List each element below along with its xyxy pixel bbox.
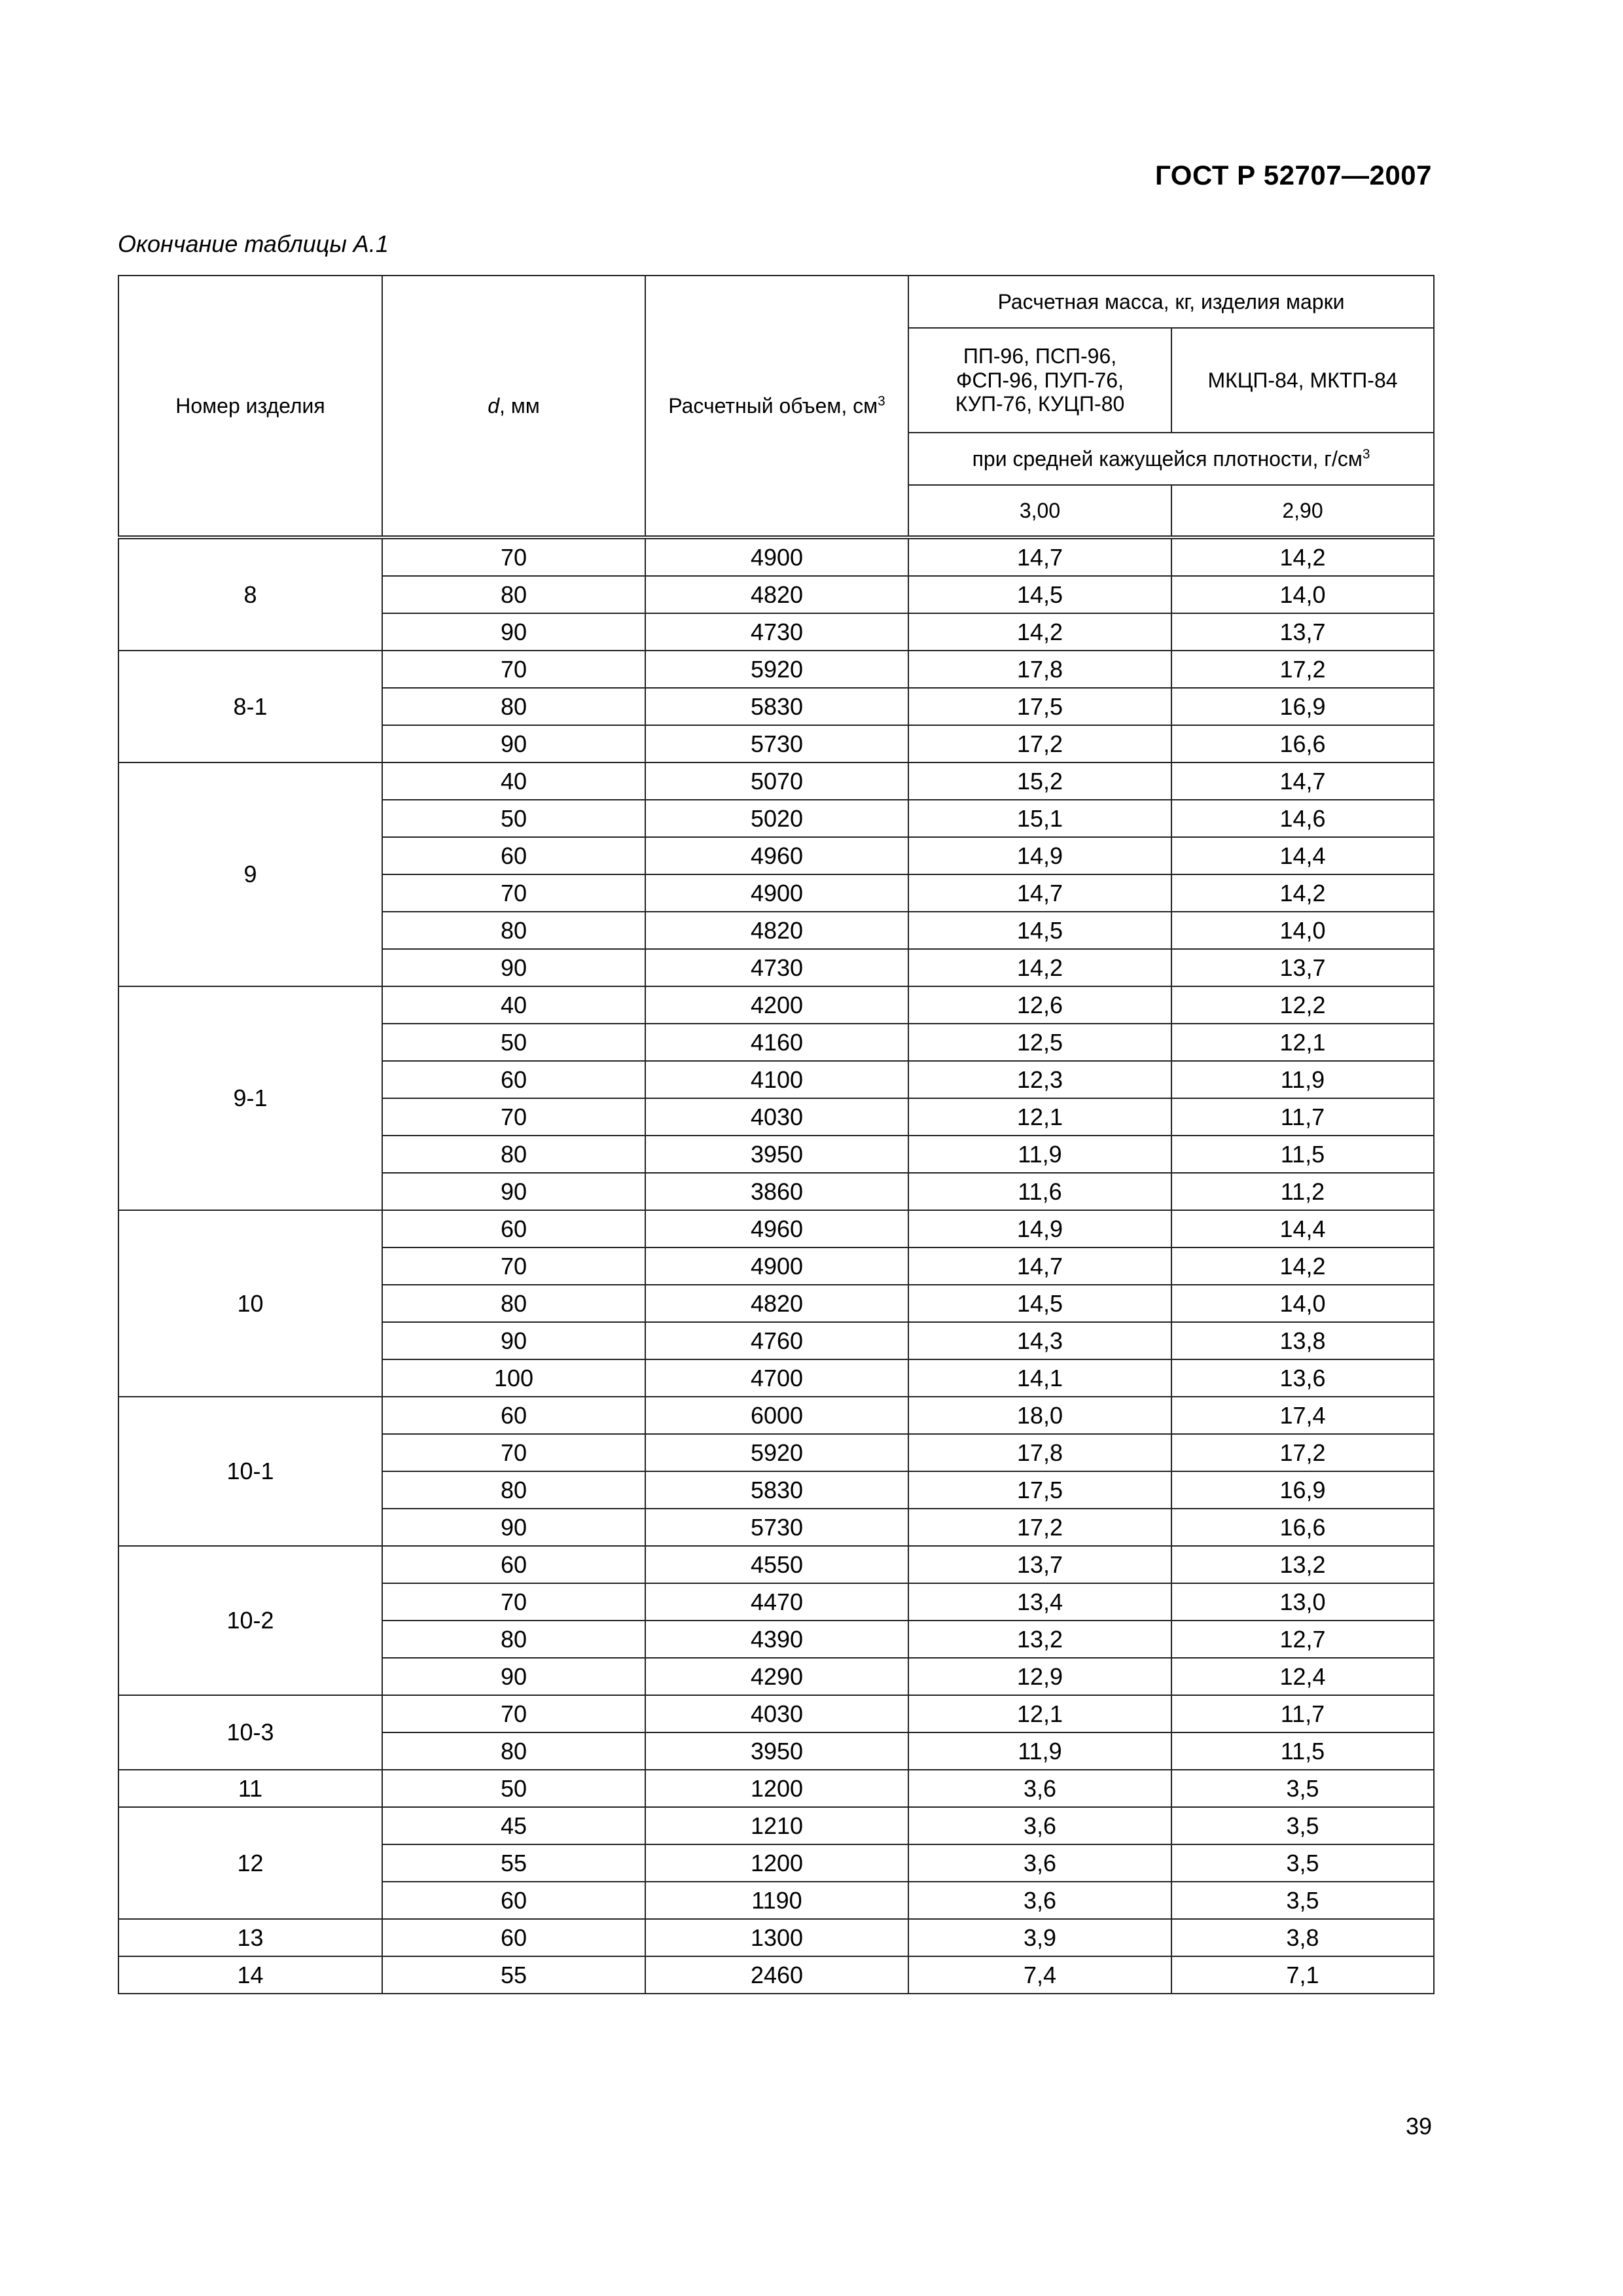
cell-mass-b: 14,7 — [1171, 762, 1434, 800]
cell-mass-a: 17,8 — [908, 1434, 1171, 1471]
cell-diameter: 100 — [382, 1359, 645, 1397]
table-row — [118, 1546, 1434, 1583]
cell-diameter: 70 — [382, 1583, 645, 1621]
cell-mass-a: 12,5 — [908, 1024, 1171, 1061]
cell-diameter: 90 — [382, 949, 645, 986]
header-mass: Расчетная масса, кг, изделия марки — [908, 276, 1434, 328]
cell-volume: 4900 — [645, 1247, 908, 1285]
cell-mass-a: 17,2 — [908, 1509, 1171, 1546]
cell-diameter: 70 — [382, 1247, 645, 1285]
header-volume — [645, 276, 908, 537]
cell-mass-a: 14,2 — [908, 949, 1171, 986]
cell-mass-a: 17,2 — [908, 725, 1171, 762]
cell-item-number: 10 — [118, 1210, 382, 1397]
table-row — [118, 537, 1434, 576]
cell-diameter: 90 — [382, 1322, 645, 1359]
cell-volume: 5020 — [645, 800, 908, 837]
cell-diameter: 70 — [382, 874, 645, 912]
cell-mass-b: 3,5 — [1171, 1844, 1434, 1882]
cell-mass-b: 13,0 — [1171, 1583, 1434, 1621]
header-density — [908, 433, 1434, 485]
cell-item-number: 10-1 — [118, 1397, 382, 1546]
cell-volume: 4290 — [645, 1658, 908, 1695]
brand-a-line: КУП-76, КУЦП-80 — [955, 392, 1125, 416]
cell-diameter: 50 — [382, 800, 645, 837]
cell-volume: 4550 — [645, 1546, 908, 1583]
cell-item-number: 10-2 — [118, 1546, 382, 1695]
cell-volume: 5830 — [645, 1471, 908, 1509]
cell-diameter: 55 — [382, 1844, 645, 1882]
cell-diameter: 80 — [382, 1621, 645, 1658]
cell-mass-a: 17,5 — [908, 688, 1171, 725]
cell-mass-b: 11,5 — [1171, 1732, 1434, 1770]
cell-diameter: 70 — [382, 1434, 645, 1471]
cell-diameter: 70 — [382, 651, 645, 688]
cell-diameter: 80 — [382, 1732, 645, 1770]
cell-volume: 4200 — [645, 986, 908, 1024]
cell-volume: 4390 — [645, 1621, 908, 1658]
cell-mass-a: 3,6 — [908, 1807, 1171, 1844]
cell-item-number: 14 — [118, 1956, 382, 1994]
cell-mass-a: 14,5 — [908, 1285, 1171, 1322]
cell-mass-a: 3,6 — [908, 1844, 1171, 1882]
cell-mass-b: 11,5 — [1171, 1136, 1434, 1173]
header-diameter-var: d — [488, 393, 499, 418]
cell-mass-a: 14,9 — [908, 1210, 1171, 1247]
cell-mass-b: 17,2 — [1171, 651, 1434, 688]
cell-mass-b: 14,6 — [1171, 800, 1434, 837]
brand-a-line: ФСП-96, ПУП-76, — [956, 368, 1124, 392]
cell-mass-b: 13,8 — [1171, 1322, 1434, 1359]
cell-diameter: 60 — [382, 1546, 645, 1583]
cell-diameter: 40 — [382, 986, 645, 1024]
cell-mass-a: 17,5 — [908, 1471, 1171, 1509]
cell-volume: 4900 — [645, 537, 908, 576]
cell-mass-b: 12,7 — [1171, 1621, 1434, 1658]
header-item-number: Номер изделия — [118, 276, 382, 537]
cell-mass-b: 14,0 — [1171, 912, 1434, 949]
cell-item-number: 10-3 — [118, 1695, 382, 1770]
cell-diameter: 80 — [382, 1136, 645, 1173]
header-diameter-unit: , мм — [499, 393, 540, 418]
cell-mass-a: 15,2 — [908, 762, 1171, 800]
cell-diameter: 40 — [382, 762, 645, 800]
cell-mass-a: 3,6 — [908, 1882, 1171, 1919]
cell-diameter: 70 — [382, 537, 645, 576]
header-brand-b: МКЦП-84, МКТП-84 — [1171, 328, 1434, 433]
cell-mass-b: 11,2 — [1171, 1173, 1434, 1210]
cell-diameter: 60 — [382, 837, 645, 874]
cell-mass-a: 14,7 — [908, 874, 1171, 912]
cell-volume: 1200 — [645, 1770, 908, 1807]
cell-mass-b: 11,9 — [1171, 1061, 1434, 1098]
cell-volume: 5920 — [645, 1434, 908, 1471]
cell-mass-a: 15,1 — [908, 800, 1171, 837]
cell-mass-a: 14,9 — [908, 837, 1171, 874]
cell-item-number: 8-1 — [118, 651, 382, 762]
cell-mass-b: 17,4 — [1171, 1397, 1434, 1434]
cell-diameter: 70 — [382, 1098, 645, 1136]
cell-volume: 4730 — [645, 949, 908, 986]
cell-mass-b: 16,6 — [1171, 1509, 1434, 1546]
cell-volume: 4820 — [645, 1285, 908, 1322]
cell-mass-b: 14,4 — [1171, 837, 1434, 874]
cell-mass-b: 17,2 — [1171, 1434, 1434, 1471]
cell-diameter: 60 — [382, 1061, 645, 1098]
cell-mass-a: 17,8 — [908, 651, 1171, 688]
table-row — [118, 1919, 1434, 1956]
table-header — [118, 276, 1434, 537]
cell-mass-b: 14,2 — [1171, 874, 1434, 912]
cell-diameter: 90 — [382, 613, 645, 651]
cell-item-number: 8 — [118, 537, 382, 651]
cell-mass-b: 13,6 — [1171, 1359, 1434, 1397]
table-row — [118, 1956, 1434, 1994]
cell-item-number: 13 — [118, 1919, 382, 1956]
cell-mass-b: 14,2 — [1171, 1247, 1434, 1285]
cell-volume: 5070 — [645, 762, 908, 800]
cell-volume: 3950 — [645, 1732, 908, 1770]
cell-diameter: 80 — [382, 1285, 645, 1322]
cell-mass-b: 7,1 — [1171, 1956, 1434, 1994]
standard-number: ГОСТ Р 52707—2007 — [1155, 160, 1432, 190]
header-volume-label: Расчетный объем, см — [668, 393, 878, 418]
cell-diameter: 60 — [382, 1210, 645, 1247]
cell-volume: 3860 — [645, 1173, 908, 1210]
cell-mass-b: 14,0 — [1171, 576, 1434, 613]
cell-mass-a: 18,0 — [908, 1397, 1171, 1434]
cell-mass-b: 3,5 — [1171, 1882, 1434, 1919]
cell-mass-a: 11,9 — [908, 1732, 1171, 1770]
cell-mass-a: 14,1 — [908, 1359, 1171, 1397]
table-row — [118, 1695, 1434, 1732]
cell-item-number: 12 — [118, 1807, 382, 1919]
cell-volume: 1300 — [645, 1919, 908, 1956]
cell-mass-b: 14,4 — [1171, 1210, 1434, 1247]
cell-diameter: 80 — [382, 688, 645, 725]
table-row — [118, 1210, 1434, 1247]
cell-item-number: 9 — [118, 762, 382, 986]
cell-volume: 4760 — [645, 1322, 908, 1359]
cell-mass-a: 14,5 — [908, 576, 1171, 613]
cell-mass-b: 14,2 — [1171, 537, 1434, 576]
cell-mass-b: 11,7 — [1171, 1098, 1434, 1136]
cell-mass-a: 12,3 — [908, 1061, 1171, 1098]
cell-mass-a: 13,2 — [908, 1621, 1171, 1658]
cell-mass-b: 12,1 — [1171, 1024, 1434, 1061]
cell-item-number: 11 — [118, 1770, 382, 1807]
table-row — [118, 651, 1434, 688]
page-number: 39 — [1405, 2113, 1432, 2140]
cell-mass-a: 13,4 — [908, 1583, 1171, 1621]
cell-volume: 1210 — [645, 1807, 908, 1844]
cell-mass-b: 16,9 — [1171, 688, 1434, 725]
cell-mass-b: 12,2 — [1171, 986, 1434, 1024]
header-density-a: 3,00 — [908, 485, 1171, 537]
cell-mass-b: 3,5 — [1171, 1807, 1434, 1844]
cell-volume: 5830 — [645, 688, 908, 725]
cell-volume: 4960 — [645, 837, 908, 874]
header-density-label: при средней кажущейся плотности, г/см — [972, 446, 1363, 471]
cell-mass-a: 3,9 — [908, 1919, 1171, 1956]
cell-diameter: 60 — [382, 1919, 645, 1956]
cell-volume: 4900 — [645, 874, 908, 912]
cell-mass-b: 16,6 — [1171, 725, 1434, 762]
cell-mass-a: 11,9 — [908, 1136, 1171, 1173]
cell-mass-a: 11,6 — [908, 1173, 1171, 1210]
cell-volume: 4960 — [645, 1210, 908, 1247]
cell-diameter: 70 — [382, 1695, 645, 1732]
data-table — [118, 275, 1435, 1994]
header-density-b: 2,90 — [1171, 485, 1434, 537]
cell-mass-a: 14,3 — [908, 1322, 1171, 1359]
cell-volume: 4030 — [645, 1098, 908, 1136]
cell-mass-a: 14,7 — [908, 537, 1171, 576]
cell-mass-a: 14,7 — [908, 1247, 1171, 1285]
cell-mass-b: 3,8 — [1171, 1919, 1434, 1956]
cell-volume: 6000 — [645, 1397, 908, 1434]
table-row — [118, 1807, 1434, 1844]
cell-volume: 3950 — [645, 1136, 908, 1173]
cell-diameter: 90 — [382, 725, 645, 762]
header-density-sup: 3 — [1362, 446, 1370, 461]
cell-volume: 4820 — [645, 576, 908, 613]
cell-volume: 1200 — [645, 1844, 908, 1882]
cell-diameter: 90 — [382, 1658, 645, 1695]
cell-mass-a: 14,2 — [908, 613, 1171, 651]
cell-volume: 4030 — [645, 1695, 908, 1732]
cell-volume: 4470 — [645, 1583, 908, 1621]
cell-mass-a: 12,6 — [908, 986, 1171, 1024]
cell-diameter: 50 — [382, 1770, 645, 1807]
cell-volume: 5730 — [645, 1509, 908, 1546]
cell-mass-a: 14,5 — [908, 912, 1171, 949]
cell-volume: 5920 — [645, 651, 908, 688]
cell-diameter: 90 — [382, 1509, 645, 1546]
brand-a-line: ПП-96, ПСП-96, — [963, 344, 1117, 368]
cell-mass-b: 12,4 — [1171, 1658, 1434, 1695]
cell-volume: 1190 — [645, 1882, 908, 1919]
cell-volume: 4160 — [645, 1024, 908, 1061]
table-caption: Окончание таблицы А.1 — [118, 230, 389, 257]
cell-mass-b: 13,7 — [1171, 949, 1434, 986]
cell-mass-a: 12,1 — [908, 1695, 1171, 1732]
table-body — [118, 537, 1434, 1994]
header-brand-a — [908, 328, 1171, 433]
cell-mass-b: 13,2 — [1171, 1546, 1434, 1583]
cell-volume: 2460 — [645, 1956, 908, 1994]
cell-mass-a: 7,4 — [908, 1956, 1171, 1994]
cell-volume: 4820 — [645, 912, 908, 949]
cell-mass-a: 12,9 — [908, 1658, 1171, 1695]
cell-diameter: 80 — [382, 1471, 645, 1509]
cell-diameter: 60 — [382, 1882, 645, 1919]
table-row — [118, 986, 1434, 1024]
header-diameter — [382, 276, 645, 537]
header-volume-sup: 3 — [878, 393, 885, 408]
cell-mass-a: 12,1 — [908, 1098, 1171, 1136]
cell-diameter: 55 — [382, 1956, 645, 1994]
cell-mass-a: 3,6 — [908, 1770, 1171, 1807]
cell-mass-b: 11,7 — [1171, 1695, 1434, 1732]
cell-volume: 4730 — [645, 613, 908, 651]
cell-diameter: 80 — [382, 576, 645, 613]
cell-mass-b: 13,7 — [1171, 613, 1434, 651]
cell-volume: 4700 — [645, 1359, 908, 1397]
cell-diameter: 80 — [382, 912, 645, 949]
table-row — [118, 762, 1434, 800]
cell-volume: 4100 — [645, 1061, 908, 1098]
cell-item-number: 9-1 — [118, 986, 382, 1210]
cell-mass-b: 16,9 — [1171, 1471, 1434, 1509]
cell-diameter: 90 — [382, 1173, 645, 1210]
cell-mass-b: 14,0 — [1171, 1285, 1434, 1322]
cell-diameter: 50 — [382, 1024, 645, 1061]
cell-diameter: 60 — [382, 1397, 645, 1434]
table-row — [118, 1770, 1434, 1807]
cell-diameter: 45 — [382, 1807, 645, 1844]
cell-volume: 5730 — [645, 725, 908, 762]
cell-mass-b: 3,5 — [1171, 1770, 1434, 1807]
table-row — [118, 1397, 1434, 1434]
cell-mass-a: 13,7 — [908, 1546, 1171, 1583]
